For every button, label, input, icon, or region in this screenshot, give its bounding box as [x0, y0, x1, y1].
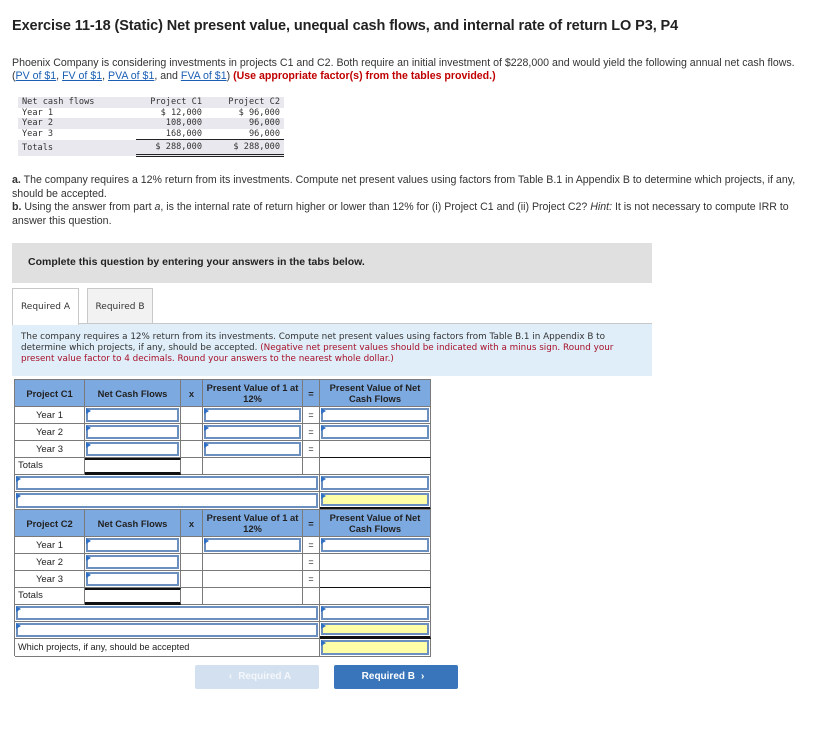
input-flag-icon: [86, 538, 91, 544]
c2-npv-value-input[interactable]: [320, 622, 431, 639]
link-fv-of-1[interactable]: FV of $1: [62, 69, 103, 82]
input-box[interactable]: [86, 408, 179, 422]
input-flag-icon: [204, 425, 209, 431]
input-flag-icon: [321, 476, 326, 482]
input-box[interactable]: [16, 476, 318, 490]
input-flag-icon: [321, 606, 326, 612]
equals-sign: =: [303, 537, 320, 554]
header-project-c1: Project C1: [136, 97, 206, 108]
input-box[interactable]: [204, 408, 301, 422]
input-flag-icon: [204, 442, 209, 448]
input-flag-icon: [204, 408, 209, 414]
header-equals: =: [303, 509, 320, 537]
tab-required-b[interactable]: Required B: [87, 288, 153, 324]
input-flag-icon: [321, 623, 326, 629]
blank-cell: [181, 571, 203, 588]
input-flag-icon: [86, 555, 91, 561]
input-box[interactable]: [16, 623, 318, 637]
separator: ): [226, 69, 234, 82]
input-box[interactable]: [86, 425, 179, 439]
c2-year-1-pv-factor-input[interactable]: [203, 537, 303, 554]
blank-cell: [181, 554, 203, 571]
header-equals: =: [303, 379, 320, 407]
blank-cell: [203, 571, 303, 588]
header-pv-net: Present Value of Net Cash Flows: [320, 379, 431, 407]
row-label: Year 3: [18, 129, 136, 140]
row-label-year-1: Year 1: [15, 407, 85, 424]
c1-value: $ 12,000: [136, 108, 206, 119]
instruction-note: (Negative net present values should be indicated with a minus sign. Round your present value factor to 4 decimals. Round your answers to the nearest whole dollar.): [21, 343, 614, 365]
row-label-year-1: Year 1: [15, 537, 85, 554]
cash-flow-totals-row: [18, 140, 284, 156]
cash-flow-row: [18, 108, 284, 119]
input-flag-icon: [16, 476, 21, 482]
blank-cell: [320, 554, 431, 571]
part-b-text: , is the internal rate of return higher or lower than 12% for (i) Project C1 and (ii) Project C2?: [160, 201, 591, 213]
input-flag-icon: [321, 640, 326, 646]
blank-cell: [203, 588, 303, 605]
c1-extra-label-1-input[interactable]: [15, 475, 320, 492]
blank-cell: [181, 588, 203, 605]
blank-cell: [181, 407, 203, 424]
header-pv-net: Present Value of Net Cash Flows: [320, 509, 431, 537]
npv-table-c2: [14, 509, 430, 656]
c1-year-3-net-cash-flow-input[interactable]: [85, 441, 181, 458]
input-flag-icon: [86, 572, 91, 578]
c2-total: $ 288,000: [206, 140, 284, 156]
input-box[interactable]: [204, 442, 301, 456]
c2-year-1-pv-net-input[interactable]: [320, 537, 431, 554]
row-label-year-3: Year 3: [15, 571, 85, 588]
blank-cell: [303, 588, 320, 605]
row-label-year-2: Year 2: [15, 554, 85, 571]
c1-npv-value-input[interactable]: [320, 492, 431, 510]
part-b-text: Using the answer from part: [21, 201, 155, 213]
input-box[interactable]: [321, 476, 429, 490]
c1-total-net-cash-flow: [85, 458, 181, 475]
c2-year-2-net-cash-flow-input[interactable]: [85, 554, 181, 571]
blank-cell: [181, 537, 203, 554]
header-project-c2: Project C2: [15, 509, 85, 537]
row-label: Year 1: [18, 108, 136, 119]
input-flag-icon: [321, 408, 326, 414]
intro-paragraph: [12, 57, 812, 82]
c2-value: $ 96,000: [206, 108, 284, 119]
blank-cell: [203, 458, 303, 475]
tab-instructions: [12, 323, 652, 376]
header-pv-factor: Present Value of 1 at 12%: [203, 379, 303, 407]
input-flag-icon: [16, 606, 21, 612]
input-flag-icon: [86, 408, 91, 414]
c2-year-3-net-cash-flow-input[interactable]: [85, 571, 181, 588]
input-box[interactable]: [86, 555, 179, 569]
next-label: Required B: [361, 671, 415, 682]
which-projects-input[interactable]: [320, 639, 431, 657]
equals-sign: =: [303, 407, 320, 424]
part-b-label: b.: [12, 201, 22, 213]
banner-text: Complete this question by entering your answers in the tabs below.: [28, 256, 365, 268]
next-required-b-button[interactable]: [334, 665, 458, 689]
totals-label: Totals: [15, 588, 85, 605]
c2-value: 96,000: [206, 129, 284, 140]
c1-year-3-pv-factor-input[interactable]: [203, 441, 303, 458]
input-box[interactable]: [321, 538, 429, 552]
exercise-title: Exercise 11-18 (Static) Net present value, unequal cash flows, and internal rate of return LO P3, P4: [12, 18, 679, 34]
part-a-text: The company requires a 12% return from its investments. Compute net present values using factors from Table B.1 in Appendix B to determine which projects, if any, should be accepted.: [12, 174, 796, 200]
c1-year-2-pv-factor-input[interactable]: [203, 424, 303, 441]
equals-sign: =: [303, 571, 320, 588]
input-box[interactable]: [86, 442, 179, 456]
instructions-banner: [12, 243, 652, 283]
factor-note: (Use appropriate factor(s) from the tables provided.): [233, 69, 496, 82]
c1-npv-label-input[interactable]: [15, 492, 320, 510]
hint-label: Hint:: [590, 201, 613, 213]
input-flag-icon: [204, 538, 209, 544]
input-flag-icon: [86, 425, 91, 431]
input-flag-icon: [321, 538, 326, 544]
separator: ,: [56, 69, 63, 82]
prev-label: Required A: [238, 671, 292, 682]
c1-year-1-pv-factor-input[interactable]: [203, 407, 303, 424]
separator: ,: [102, 69, 108, 82]
input-flag-icon: [86, 442, 91, 448]
tab-required-a[interactable]: Required A: [12, 288, 79, 325]
header-project-c2: Project C2: [206, 97, 284, 108]
equals-sign: =: [303, 441, 320, 458]
row-label: Year 2: [18, 118, 136, 129]
input-box[interactable]: [321, 425, 429, 439]
c1-value: 108,000: [136, 118, 206, 129]
c2-npv-label-input[interactable]: [15, 622, 320, 639]
chevron-left-icon: ‹: [228, 671, 233, 682]
part-a-label: a.: [12, 174, 21, 186]
instruction-text: The company requires a 12% return from its investments. Compute net present values using factors from Table B.1 in Appendix B to determine which projects, if any, should be accepted.: [21, 332, 605, 354]
question-text: [12, 174, 812, 228]
link-fva-of-1[interactable]: FVA of $1: [180, 69, 227, 82]
c1-year-3-pv-net-cell: [320, 441, 431, 458]
prev-required-a-button[interactable]: [195, 665, 319, 689]
intro-text: Phoenix Company is considering investments in projects C1 and C2. Both require an initial investment of $228,000 and would yield the following annual net cash flows. (: [12, 57, 795, 82]
input-flag-icon: [16, 493, 21, 499]
part-b-ref: a: [154, 201, 161, 213]
input-box[interactable]: [16, 493, 318, 508]
cash-flow-row: [18, 129, 284, 140]
totals-label: Totals: [15, 458, 85, 475]
c1-total: $ 288,000: [136, 140, 206, 156]
input-box[interactable]: [86, 538, 179, 552]
npv-table-c1: [14, 379, 430, 510]
cash-flow-table: [18, 97, 284, 157]
which-projects-label: Which projects, if any, should be accepted: [15, 639, 320, 657]
header-pv-factor: Present Value of 1 at 12%: [203, 509, 303, 537]
blank-cell: [181, 424, 203, 441]
header-net-cash-flows: Net Cash Flows: [85, 379, 181, 407]
c1-year-2-net-cash-flow-input[interactable]: [85, 424, 181, 441]
blank-cell: [181, 441, 203, 458]
input-box[interactable]: [321, 606, 429, 620]
c1-year-2-pv-net-input[interactable]: [320, 424, 431, 441]
input-box[interactable]: [204, 425, 301, 439]
equals-sign: =: [303, 424, 320, 441]
c2-year-3-pv-net-cell: [320, 571, 431, 588]
c1-total-pv-net: [320, 458, 431, 475]
blank-cell: [203, 554, 303, 571]
c2-extra-label-1-input[interactable]: [15, 605, 320, 622]
chevron-right-icon: ›: [421, 671, 425, 682]
input-box[interactable]: [321, 640, 429, 655]
input-flag-icon: [321, 493, 326, 499]
c2-value: 96,000: [206, 118, 284, 129]
input-box[interactable]: [321, 408, 429, 422]
row-label: Totals: [18, 140, 136, 156]
c1-value: 168,000: [136, 129, 206, 140]
c1-year-1-net-cash-flow-input[interactable]: [85, 407, 181, 424]
input-box[interactable]: [321, 493, 429, 506]
equals-sign: =: [303, 554, 320, 571]
c2-total-net-cash-flow: [85, 588, 181, 605]
link-pv-of-1[interactable]: PV of $1: [15, 69, 57, 82]
header-net-cash-flows: Net Cash Flows: [85, 509, 181, 537]
row-label-year-3: Year 3: [15, 441, 85, 458]
cash-flow-header-row: [18, 97, 284, 108]
input-box[interactable]: [86, 572, 179, 586]
input-flag-icon: [16, 623, 21, 629]
c2-year-1-net-cash-flow-input[interactable]: [85, 537, 181, 554]
blank-cell: [303, 458, 320, 475]
input-box[interactable]: [321, 623, 429, 635]
blank-cell: [181, 458, 203, 475]
header-times: x: [181, 509, 203, 537]
input-flag-icon: [321, 425, 326, 431]
input-box[interactable]: [204, 538, 301, 552]
c2-total-pv-net: [320, 588, 431, 605]
header-net-cash-flows: Net cash flows: [18, 97, 136, 108]
row-label-year-2: Year 2: [15, 424, 85, 441]
c1-year-1-pv-net-input[interactable]: [320, 407, 431, 424]
cash-flow-row: [18, 118, 284, 129]
link-pva-of-1[interactable]: PVA of $1: [108, 69, 155, 82]
c1-extra-value-1-input[interactable]: [320, 475, 431, 492]
hint-text: It is not necessary to compute IRR to answer this question.: [12, 201, 789, 227]
header-project-c1: Project C1: [15, 379, 85, 407]
separator: , and: [154, 69, 181, 82]
header-times: x: [181, 379, 203, 407]
input-box[interactable]: [16, 606, 318, 620]
c2-extra-value-1-input[interactable]: [320, 605, 431, 622]
